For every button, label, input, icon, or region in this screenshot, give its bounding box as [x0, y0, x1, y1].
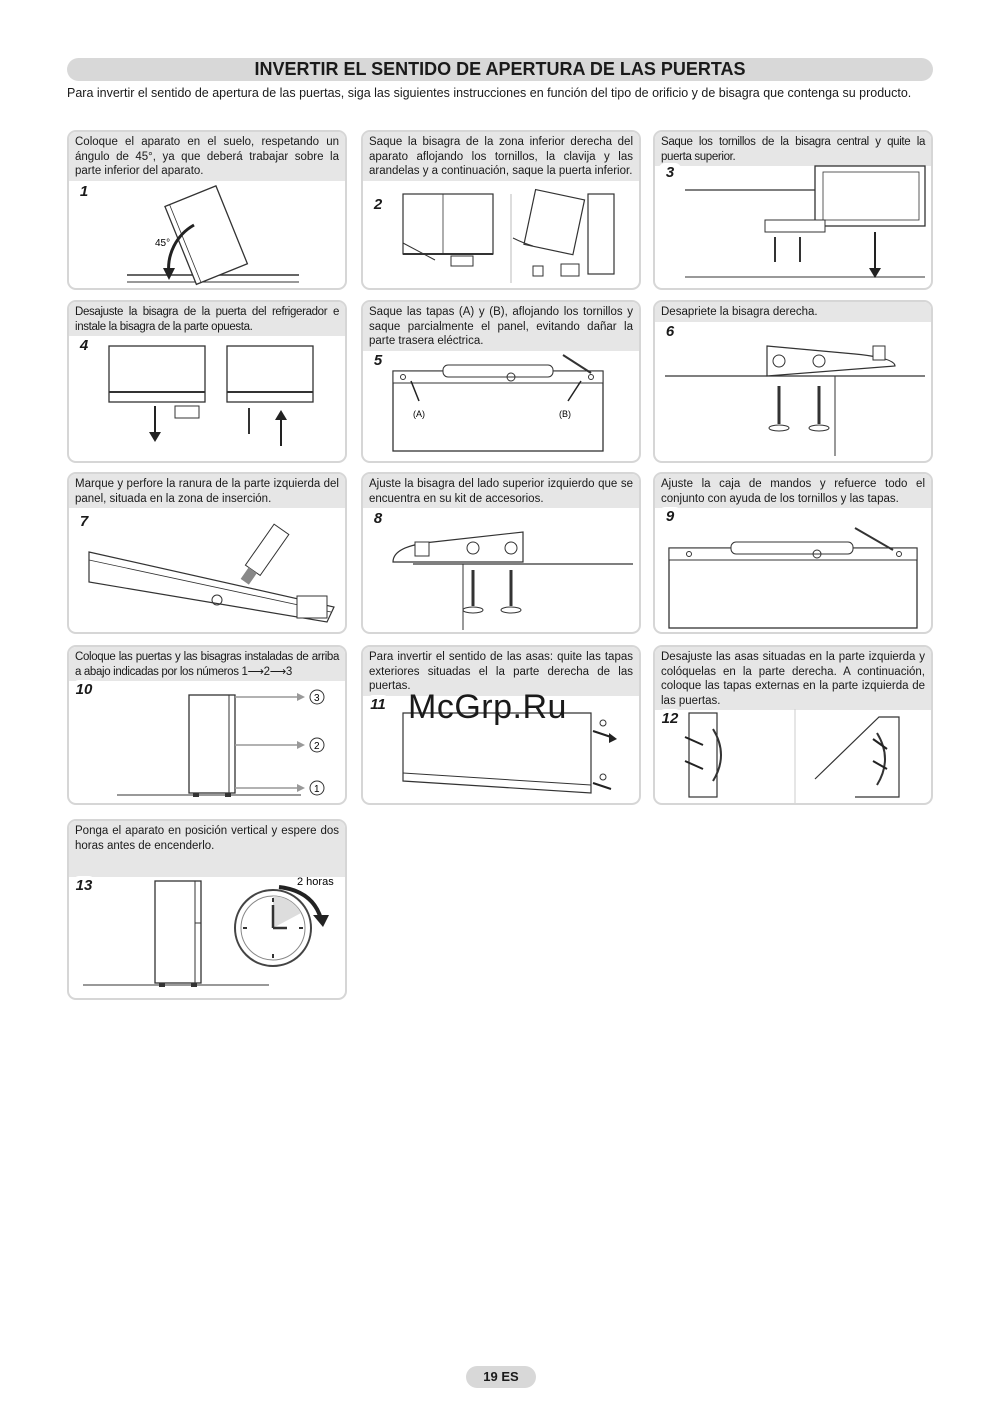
step-12-panel — [653, 645, 933, 805]
step-caption — [69, 647, 345, 681]
step-number: 4 — [73, 336, 95, 356]
sequence-number: 2 — [263, 665, 270, 678]
tilted-fridge-illustration — [69, 180, 345, 288]
step-number: 2 — [367, 195, 389, 215]
wait-two-hours-illustration — [69, 873, 345, 998]
step-3-panel — [653, 130, 933, 290]
step-8-panel — [361, 472, 641, 634]
cover-panel-illustration — [363, 351, 639, 461]
step-13-panel — [67, 819, 347, 1000]
step-9-panel — [653, 472, 933, 634]
time-label: 2 horas — [297, 876, 334, 888]
step-caption-text: Coloque las puertas y las bisagras instaladas de arriba a abajo indicadas por los números 1 — [75, 651, 339, 678]
step-number: 11 — [367, 695, 389, 715]
step-number: 12 — [659, 709, 681, 729]
lower-hinge-illustration — [363, 188, 639, 288]
step-caption: Desajuste las asas situadas en la parte izquierda y colóquelas en la parte derecha. A continuación, coloque las tapas externas en la parte izquierda de las puertas. — [655, 647, 931, 710]
intro-text: Para invertir el sentido de apertura de las puertas, siga las siguientes instrucciones en función del tipo de orificio y de bisagra que contenga su producto. — [67, 86, 912, 100]
step-5-panel — [361, 300, 641, 463]
step-number: 9 — [659, 507, 681, 527]
step-caption: Saque los tornillos de la bisagra central y quite la puerta superior. — [655, 132, 931, 166]
step-number: 13 — [73, 876, 95, 896]
cover-b-label: (B) — [559, 409, 571, 419]
order-label: 3 — [314, 693, 320, 704]
cover-a-label: (A) — [413, 409, 425, 419]
step-number: 1 — [73, 182, 95, 202]
page-title: INVERTIR EL SENTIDO DE APERTURA DE LAS PUERTAS — [67, 58, 933, 81]
step-10-panel — [67, 645, 347, 805]
step-caption: Saque la bisagra de la zona inferior derecha del aparato aflojando los tornillos, la clavija y las arandelas y a continuación, saque la puerta inferior. — [363, 132, 639, 181]
handle-swap-illustration — [655, 709, 931, 803]
step-number: 10 — [73, 680, 95, 700]
step-number: 7 — [73, 512, 95, 532]
arrow-icon: ⟶ — [247, 665, 264, 678]
page-number: 19 ES — [466, 1366, 536, 1388]
step-caption: Saque las tapas (A) y (B), aflojando los tornillos y saque parcialmente el panel, evitando dañar la parte trasera eléctrica. — [363, 302, 639, 351]
central-hinge-illustration — [655, 162, 931, 288]
step-caption: Desapriete la bisagra derecha. — [655, 302, 931, 322]
door-order-illustration — [69, 685, 345, 803]
upper-left-hinge-illustration — [363, 512, 639, 632]
panel-slot-cut-illustration — [69, 512, 345, 632]
step-caption: Ajuste la bisagra del lado superior izquierdo que se encuentra en su kit de accesorios. — [363, 474, 639, 508]
right-hinge-illustration — [655, 326, 931, 461]
door-hinge-swap-illustration — [69, 336, 345, 461]
step-number: 3 — [659, 163, 681, 183]
step-caption: Ponga el aparato en posición vertical y espere dos horas antes de encenderlo. — [69, 821, 345, 877]
control-box-illustration — [655, 522, 931, 632]
step-6-panel — [653, 300, 933, 463]
step-number: 8 — [367, 509, 389, 529]
step-1-panel — [67, 130, 347, 290]
step-caption: Coloque el aparato en el suelo, respetando un ángulo de 45°, ya que deberá trabajar sobre la parte inferior del aparato. — [69, 132, 345, 181]
step-caption: Ajuste la caja de mandos y refuerce todo el conjunto con ayuda de los tornillos y las tapas. — [655, 474, 931, 508]
step-7-panel — [67, 472, 347, 634]
step-4-panel — [67, 300, 347, 463]
angle-label: 45° — [155, 238, 171, 249]
sequence-number: 3 — [285, 665, 292, 678]
step-caption: Para invertir el sentido de las asas: quite las tapas exteriores situadas el la parte derecha de las puertas. — [363, 647, 639, 696]
step-number: 6 — [659, 322, 681, 342]
watermark: McGrp.Ru — [408, 688, 567, 726]
step-caption: Desajuste la bisagra de la puerta del refrigerador e instale la bisagra de la parte opuesta. — [69, 302, 345, 336]
order-label: 1 — [314, 784, 320, 795]
order-label: 2 — [314, 741, 320, 752]
arrow-icon: ⟶ — [269, 665, 286, 678]
step-number: 5 — [367, 351, 389, 371]
step-2-panel — [361, 130, 641, 290]
step-caption: Marque y perfore la ranura de la parte izquierda del panel, situada en la zona de inserción. — [69, 474, 345, 508]
